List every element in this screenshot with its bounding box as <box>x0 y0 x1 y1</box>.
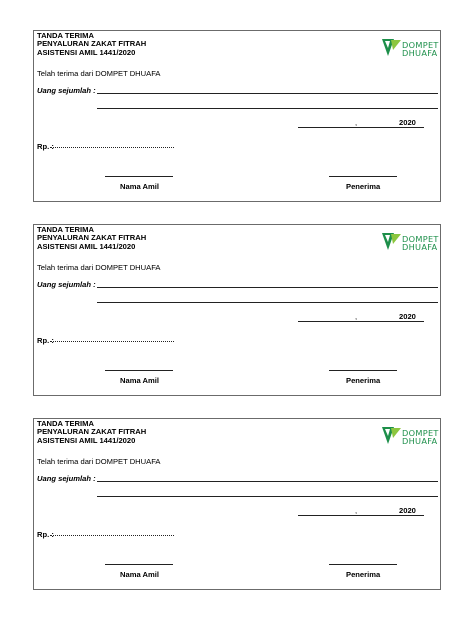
rp-label: Rp. : <box>37 142 54 151</box>
date-line <box>298 321 424 322</box>
logo-text-line1: DOMPET <box>402 234 439 244</box>
date-comma: , <box>355 118 358 127</box>
date-year: 2020 <box>399 118 416 127</box>
amount-line-1 <box>97 287 438 288</box>
penerima-signature-line <box>329 370 397 371</box>
penerima-signature-label: Penerima <box>346 570 381 579</box>
received-from-text: Telah terima dari DOMPET DHUAFA <box>37 457 161 466</box>
date-line <box>298 127 424 128</box>
dompet-dhuafa-logo-icon <box>382 424 402 446</box>
date-year: 2020 <box>399 312 416 321</box>
receipt-program: ASISTENSI AMIL 1441/2020 <box>37 48 136 57</box>
amount-label: Uang sejumlah : <box>37 280 96 289</box>
date-comma: , <box>355 312 358 321</box>
logo-text-line2: DHUAFA <box>402 48 438 58</box>
received-from-text: Telah terima dari DOMPET DHUAFA <box>37 69 161 78</box>
amount-label: Uang sejumlah : <box>37 474 96 483</box>
rp-dotted-line <box>50 147 174 148</box>
amount-line-1 <box>97 93 438 94</box>
penerima-signature-line <box>329 176 397 177</box>
amount-line-2 <box>97 496 438 497</box>
dompet-dhuafa-logo-icon <box>382 36 402 58</box>
amil-signature-label: Nama Amil <box>120 570 159 579</box>
dompet-dhuafa-logo <box>382 424 444 450</box>
logo-text-line1: DOMPET <box>402 40 439 50</box>
amil-signature-label: Nama Amil <box>120 182 159 191</box>
receipt-program: ASISTENSI AMIL 1441/2020 <box>37 242 136 251</box>
rp-dotted-line <box>50 535 174 536</box>
rp-label: Rp. : <box>37 336 54 345</box>
logo-text-line2: DHUAFA <box>402 436 438 446</box>
penerima-signature-line <box>329 564 397 565</box>
dompet-dhuafa-logo <box>382 36 444 62</box>
amil-signature-label: Nama Amil <box>120 376 159 385</box>
date-comma: , <box>355 506 358 515</box>
penerima-signature-label: Penerima <box>346 376 381 385</box>
amount-line-2 <box>97 108 438 109</box>
amil-signature-line <box>105 176 173 177</box>
dompet-dhuafa-logo <box>382 230 444 256</box>
amount-label: Uang sejumlah : <box>37 86 96 95</box>
amil-signature-line <box>105 370 173 371</box>
logo-text-line1: DOMPET <box>402 428 439 438</box>
receipt-subtitle: PENYALURAN ZAKAT FITRAH <box>37 427 147 436</box>
date-line <box>298 515 424 516</box>
amount-line-1 <box>97 481 438 482</box>
receipt-subtitle: PENYALURAN ZAKAT FITRAH <box>37 233 147 242</box>
receipt-subtitle: PENYALURAN ZAKAT FITRAH <box>37 39 147 48</box>
logo-text-line2: DHUAFA <box>402 242 438 252</box>
received-from-text: Telah terima dari DOMPET DHUAFA <box>37 263 161 272</box>
rp-label: Rp. : <box>37 530 54 539</box>
amount-line-2 <box>97 302 438 303</box>
rp-dotted-line <box>50 341 174 342</box>
dompet-dhuafa-logo-icon <box>382 230 402 252</box>
receipt-title: TANDA TERIMA <box>37 31 94 40</box>
date-year: 2020 <box>399 506 416 515</box>
receipt-title: TANDA TERIMA <box>37 225 94 234</box>
receipt-title: TANDA TERIMA <box>37 419 94 428</box>
receipt-program: ASISTENSI AMIL 1441/2020 <box>37 436 136 445</box>
amil-signature-line <box>105 564 173 565</box>
receipt-slip <box>33 224 441 396</box>
receipt-slip <box>33 30 441 202</box>
receipt-slip <box>33 418 441 590</box>
penerima-signature-label: Penerima <box>346 182 381 191</box>
